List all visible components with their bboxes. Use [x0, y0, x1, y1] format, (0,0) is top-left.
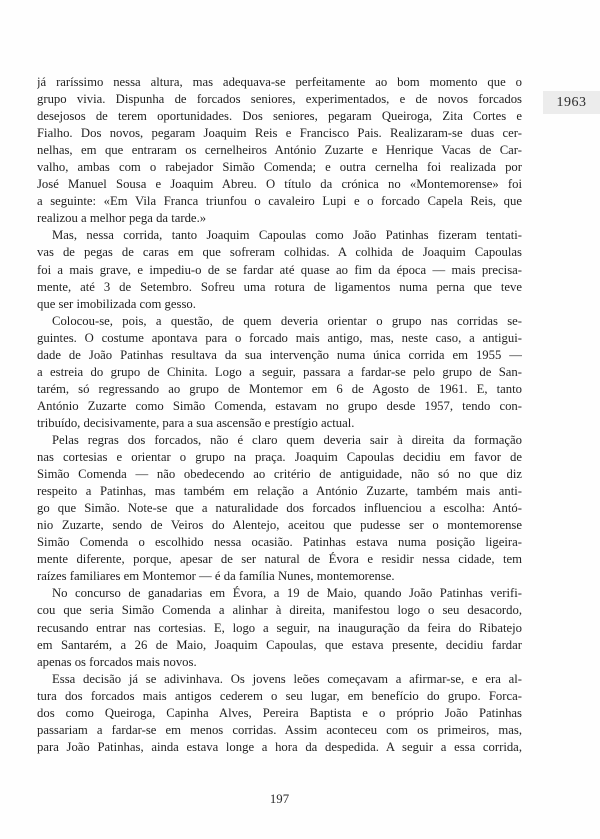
text-line: Pelas regras dos forcados, não é claro quem deveria sair à direita da formação — [52, 432, 522, 447]
paragraph — [37, 585, 522, 670]
paragraph — [37, 671, 522, 756]
text-line: Colocou-se, pois, a questão, de quem deveria orientar o grupo nas corridas se- — [52, 313, 522, 328]
text-line: No concurso de ganadarias em Évora, a 19 de Maio, quando João Patinhas verifi- — [52, 586, 522, 601]
text-line: mente diferente, porque, apesar de ser natural de Évora e residir nessa cidade, tem — [37, 552, 522, 567]
text-line: para João Patinhas, ainda estava longe a hora da despedida. A seguir a essa corrida, — [37, 739, 522, 754]
text-line: Simão Comenda o escolhido nessa ocasião. Patinhas estava numa posição ligeira- — [37, 535, 522, 550]
text-line: passariam a fardar-se em menos corridas. Assim aconteceu com os primeiros, mas, — [37, 722, 522, 737]
text-line: vas de pegas de caras em que sofreram colhidas. A colhida de Joaquim Capoulas — [37, 245, 522, 260]
text-line: guintes. O costume apontava para o forcado mais antigo, mas, neste caso, a antigui- — [37, 330, 522, 345]
text-line: Fialho. Dos novos, pegaram Joaquim Reis e Francisco Pais. Realizaram-se duas cer- — [37, 126, 522, 141]
text-line: apenas os forcados mais novos. — [37, 654, 197, 669]
text-line: realizou a melhor pega da tarde.» — [37, 211, 207, 226]
paragraph — [37, 313, 522, 432]
text-line: que ser imobilizada com gesso. — [37, 296, 196, 311]
text-line: dos como Queiroga, Capinha Alves, Pereira Baptista e o próprio João Patinhas — [37, 705, 522, 720]
text-line: António Zuzarte como Simão Comenda, estavam no grupo desde 1957, tendo con- — [37, 398, 522, 413]
text-line: respeito a Patinhas, mas também em relação a António Zuzarte, também mais anti- — [37, 484, 522, 499]
text-line: mente, até 3 de Setembro. Sofreu uma rotura de ligamentos numa perna que teve — [37, 279, 522, 294]
text-line: já raríssimo nessa altura, mas adequava-se perfeitamente ao bom momento que o — [37, 75, 522, 89]
text-line: recusando entrar nas cortesias. E, logo a seguir, na inauguração da feira do Ribatejo — [37, 620, 522, 635]
paragraph — [37, 74, 522, 227]
text-line: foi a mais grave, e impediu-o de se fardar até quase ao fim da época — mais precisa- — [37, 262, 522, 277]
page-number: 197 — [269, 792, 290, 806]
text-line: valho, ambas com o rabejador Simão Comenda; e outra cernelha foi realizada por — [37, 160, 522, 175]
text-line: dade de João Patinhas resultava da sua intervenção numa única corrida em 1955 — — [37, 347, 522, 362]
text-line: raízes familiares em Montemor — é da família Nunes, montemorense. — [37, 569, 395, 584]
text-line: nelhas, em que entraram os cernelheiros António Zuzarte e Henrique Vacas de Car- — [37, 143, 522, 158]
text-line: cou que seria Simão Comenda a alinhar à direita, manifestou logo o seu desacordo, — [37, 603, 522, 618]
text-line: Mas, nessa corrida, tanto Joaquim Capoulas como João Patinhas fizeram tentati- — [52, 228, 522, 243]
text-line: Essa decisão já se adivinhava. Os jovens leões começavam a afirmar-se, e era al- — [52, 671, 522, 686]
text-line: desejosos de terem oportunidades. Dos seniores, pegaram Queiroga, Zita Cortes e — [37, 109, 522, 124]
year-marker — [543, 91, 600, 114]
text-line: em Santarém, a 26 de Maio, Joaquim Capoulas, que estava presente, decidiu fardar — [37, 637, 522, 652]
paragraph — [37, 227, 522, 312]
text-line: tarém, só regressando ao grupo de Montemor em 6 de Agosto de 1961. E, tanto — [37, 381, 522, 396]
text-line: nio Zuzarte, sendo de Veiros do Alentejo, aceitou que pudesse ser o montemorense — [37, 518, 522, 533]
text-line: go que Simão. Note-se que a naturalidade dos forcados influenciou a escolha: Antó- — [37, 501, 522, 516]
text-line: José Manuel Sousa e Joaquim Abreu. O título da crónica no «Montemorense» foi — [37, 177, 522, 192]
year-marker-label: 1963 — [556, 95, 587, 110]
text-line: Simão Comenda — não obedecendo ao critério de antiguidade, não só no que diz — [37, 467, 522, 482]
body-text — [37, 74, 522, 756]
text-line: a estreia do grupo de Chinita. Logo a seguir, passara a fardar-se pelo grupo de San- — [37, 364, 522, 379]
text-line: grupo vivia. Dispunha de forcados seniores, experimentados, e de novos forcados — [37, 92, 522, 107]
text-line: nas cortesias e orientar o grupo na praça. Joaquim Capoulas decidiu em favor de — [37, 450, 522, 465]
text-line: tura dos forcados mais antigos cederem o seu lugar, em benefício do grupo. Forca- — [37, 688, 522, 703]
text-line: a seguinte: «Em Vila Franca triunfou o cavaleiro Lupi e o forcado Capela Reis, que — [37, 194, 522, 209]
text-line: tribuído, decisivamente, para a sua ascensão e prestígio actual. — [37, 415, 355, 430]
paragraph — [37, 432, 522, 585]
